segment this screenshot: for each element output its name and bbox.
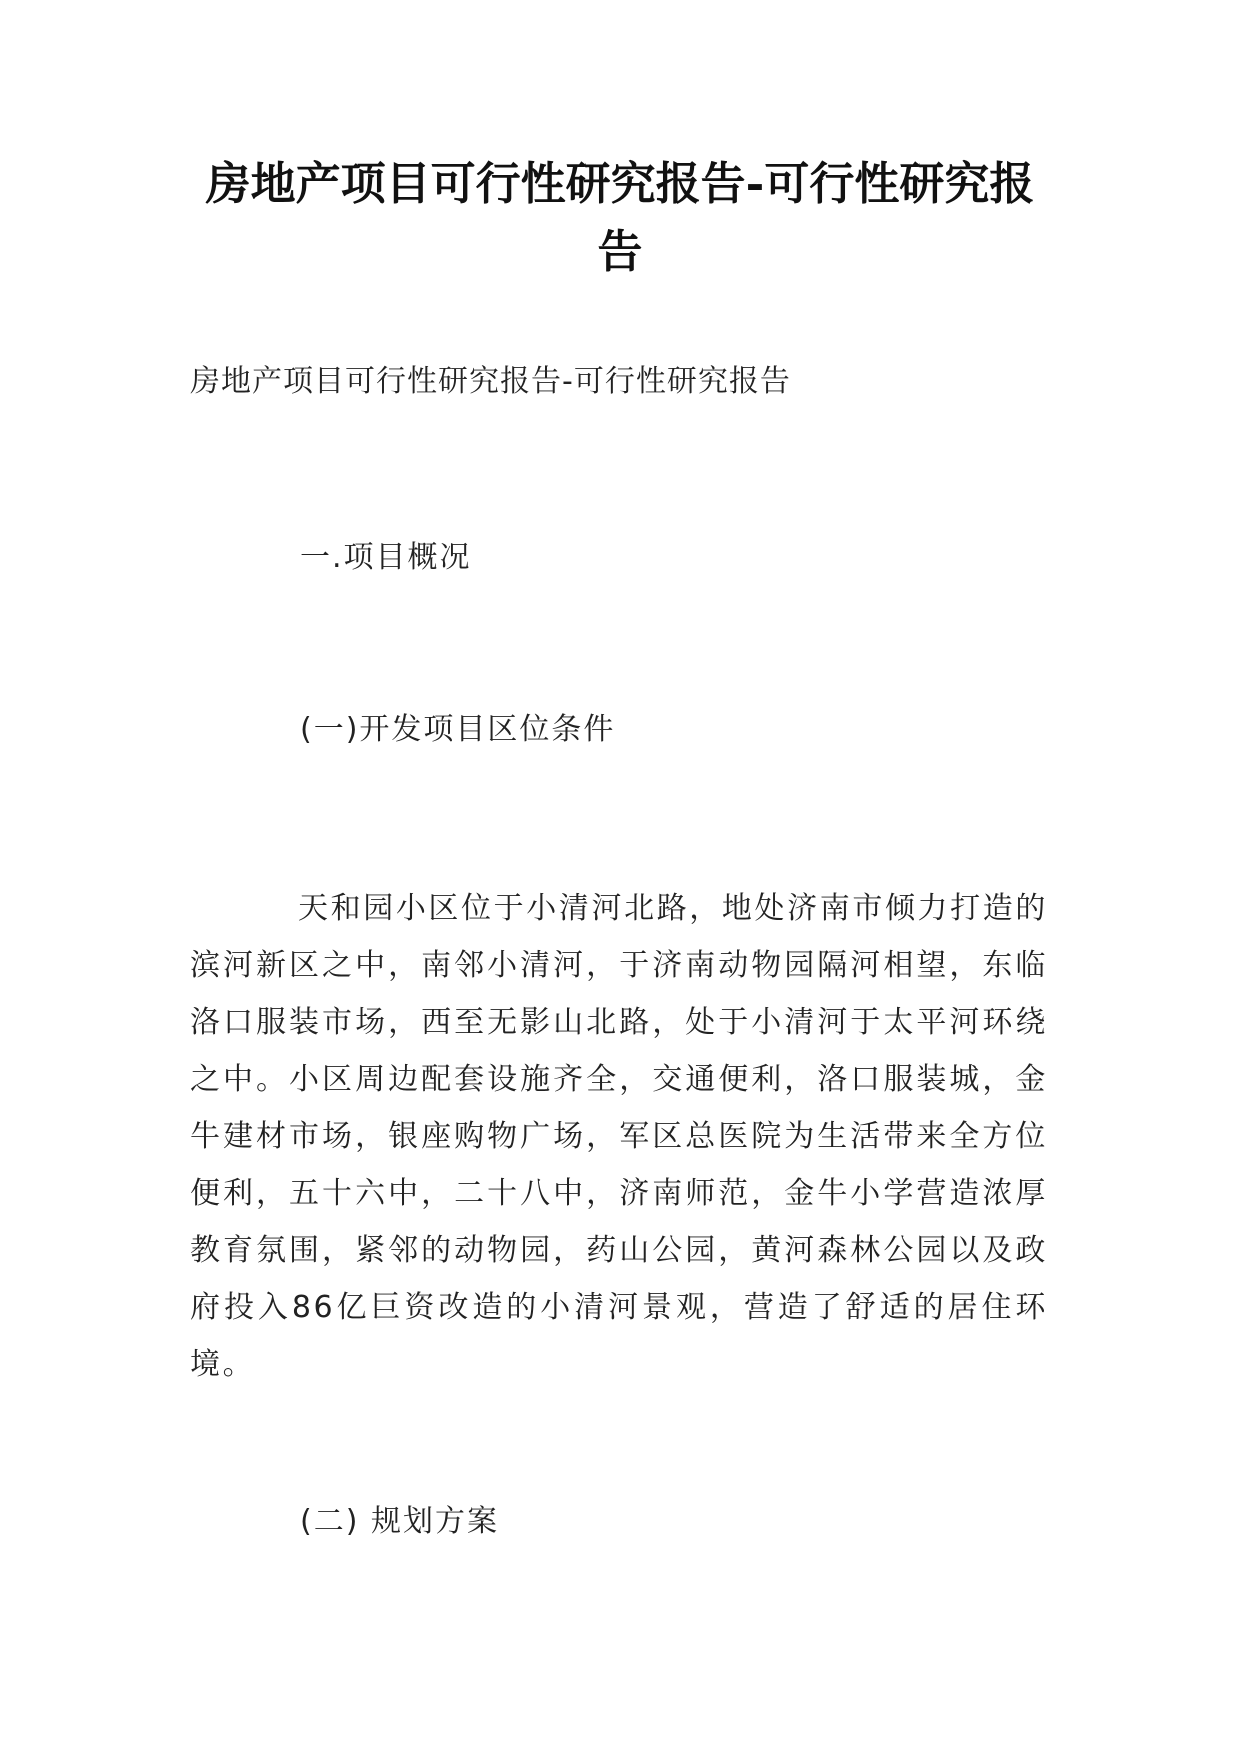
subsection-heading-location: (一)开发项目区位条件 [300, 712, 616, 747]
location-paragraph: 天和园小区位于小清河北路，地处济南市倾力打造的滨河新区之中，南邻小清河，于济南动物园隔河相望，东临洛口服装市场，西至无影山北路，处于小清河于太平河环绕之中。小区周边配套设施齐全，交通便利，洛口服装城，金牛建材市场，银座购物广场，军区总医院为生活带来全方位便利，五十六中，二十八中，济南师范，金牛小学营造浓厚教育氛围，紧邻的动物园，药山公园，黄河森林公园以及政府投入86亿巨资改造的小清河景观，营造了舒适的居住环境。 [190, 891, 1048, 1382]
document-subtitle: 房地产项目可行性研究报告-可行性研究报告 [190, 364, 791, 399]
section-heading-overview: 一.项目概况 [300, 540, 472, 575]
subsection-heading-planning: (二) 规划方案 [300, 1504, 499, 1539]
document-title: 房地产项目可行性研究报告-可行性研究报告 [205, 157, 1035, 278]
